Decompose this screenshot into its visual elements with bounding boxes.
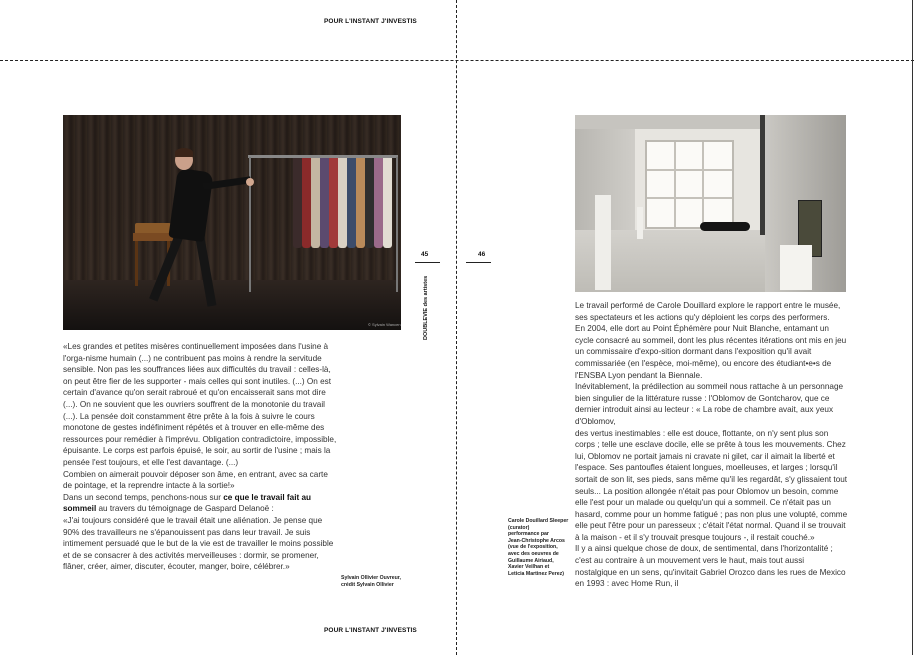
right-column-text xyxy=(575,300,848,590)
caption-line: Jean-Christophe Arcos xyxy=(508,537,565,544)
performer-hair xyxy=(175,148,193,157)
quote-weil-end: Combien on aimerait pouvoir déposer son âme, en entrant, avec sa carte de pointage, et la reprendre intacte à la sortie!» xyxy=(63,469,328,491)
page-number-right: 46 xyxy=(478,251,486,258)
rack-leg xyxy=(396,157,398,292)
garment xyxy=(347,158,356,248)
caption-line: (curator) xyxy=(508,524,530,531)
caption-line: crédit Sylvain Ollivier xyxy=(341,581,394,588)
horizontal-crop-line xyxy=(0,60,914,61)
left-photo-caption xyxy=(341,575,411,588)
paragraph: Inévitablement, la prédilection au sommeil nous rattache à un personnage bien singulier de la littérature russe : l'Oblomov de Gontcharov, que ce dernier introduit ainsi au lecteur : « La robe de chambre avait, aux yeux d'Oblomov, xyxy=(575,382,844,426)
paragraph: En 2004, elle dort au Point Éphémère pour Nuit Blanche, entamant un cycle consacré au sommeil, dont les plus récentes itérations ont mis en jeu un commissaire d'expo-sition dormant dans l'exposition qu'il avait commissariée (en l'espèce, moi-même), ou encore des étudiant•e•s de l'ENSBA Lyon pendant la Biennale. xyxy=(575,324,847,380)
stage-floor xyxy=(63,280,401,330)
paragraph: des vertus inestimables : elle est douce, flottante, on n'y sent plus son corps ; telle une esclave docile, elle se prête à tous les mouvements. Chez lui, Oblomov ne portait jamais ni cravate ni gilet, car il aimait la liberté et l'espace. Ses pantoufles étaient longues, moelleuses, et larges ; lorsqu'il sortait de son lit, ses pieds, sans même qu'il les regardât, s'y glissaient tout seuls... La position allongée n'était pas pour Oblomov un besoin, comme elle l'est pour un malade ou quelqu'un qui a sommeil. Ce n'était pas un hasard, comme pour un homme fatigué ; pas non plus une volupté, comme elle peut l'être pour un paresseux ; c'était l'état normal. Quand il se trouvait à la maison - et il s'y trouvait presque toujours -, il restait couché.» xyxy=(575,428,848,542)
quote-weil: «Les grandes et petites misères continuellement imposées dans l'usine à l'orga-nisme humain (...) ne contribuent pas moins à rendre la servitude sensible. Non pas les souffrances liées aux difficultés du travail : celles-là, on peut être fier de les supporter - mais celles qui sont inutiles. (...) On est certain d'avance qu'on serait rabroué et qu'on encaisserait sans mot dire (...). On ne souvient que les ouvriers souffrent de la monotonie du travail (...). La pensée doit constamment être prête à la fois à suivre le cours monotone de gestes indéfiniment répétés et à trouver en elle-même des ressources pour remédier à l'imprévu. Obligation contradictoire, impossible, épuisante. Le corps est parfois épuisé, le soir, au sortir de l'usine ; mais la pensée l'est toujours, et elle l'est davantage. (...) xyxy=(63,342,337,467)
garment xyxy=(374,158,383,248)
garment xyxy=(302,158,311,248)
right-photo-caption xyxy=(508,518,574,577)
window-transom xyxy=(647,169,732,171)
page-number-left: 45 xyxy=(421,251,429,258)
page-number-rule-right xyxy=(466,262,491,263)
chair-seat xyxy=(133,233,173,241)
caption-line: Carole Douillard Sleeper xyxy=(508,518,569,524)
garment xyxy=(320,158,329,248)
quote-delanoe: «J'ai toujours considéré que le travail était une aliénation. Je pense que 90% des travailleurs ne s'épanouissent pas dans leur travail. Je suis intimement persuadé que le but de la vie est de travailler le moins possible et de se consacrer à des activités merveilleuses : dormir, se promener, flâner, créer, aimer, discuter, écouter, manger, boire, célébrer.» xyxy=(63,515,334,572)
performer-hand xyxy=(246,178,254,186)
caption-line: Leticia Martinez Perez) xyxy=(508,570,564,577)
plinth xyxy=(780,245,812,290)
paragraph-text: Dans un second temps, penchons-nous sur xyxy=(63,492,224,502)
stage-performance-photo xyxy=(63,115,401,330)
paragraph: Le travail performé de Carole Douillard explore le rapport entre le musée, ses spectateurs et les actions qu'y déploient les corps des performers. xyxy=(575,301,841,322)
garment xyxy=(383,158,392,248)
caption-line: avec des oeuvres de xyxy=(508,550,559,557)
caption-line: (vue de l'exposition, xyxy=(508,544,558,551)
plinth xyxy=(637,207,643,239)
window-mullion xyxy=(674,142,676,227)
garment xyxy=(329,158,338,248)
garment xyxy=(365,158,374,248)
garment xyxy=(356,158,365,248)
garment xyxy=(293,158,302,248)
sleeping-performer xyxy=(700,222,750,231)
photo-credit-tag: © Sylvain Wancen xyxy=(368,322,401,327)
door-frame xyxy=(760,115,765,235)
garment xyxy=(338,158,347,248)
vertical-magazine-label: DOUBLEVIE des artistes xyxy=(423,275,429,340)
paragraph-delanoe xyxy=(63,492,337,515)
right-page-border xyxy=(912,0,913,655)
caption-line: Xavier Veilhan et xyxy=(508,564,550,571)
running-footer: POUR L'INSTANT J'INVESTIS xyxy=(324,627,417,634)
paragraph: Il y a ainsi quelque chose de doux, de sentimental, dans l'horizontalité ; c'est au contraire à un mouvement vers le haut, mais tout aussi nostalgique en un sens, qu'invitait Gabriel Orozco dans les rues de Mexico en 1993 : avec Home Run, il xyxy=(575,544,846,589)
vertical-crop-line xyxy=(456,0,457,655)
caption-line: Sylvain Ollivier Ouvreur, xyxy=(341,575,401,581)
emphasis: ce que le travail fait au sommeil xyxy=(63,492,312,514)
plinth xyxy=(595,195,611,290)
window xyxy=(645,140,734,229)
paragraph-text: au travers du témoignage de Gaspard Delanoë : xyxy=(96,504,274,514)
page-number-rule-left xyxy=(415,262,440,263)
chair-leg xyxy=(135,241,138,286)
caption-line: Guillaume Airiaud, xyxy=(508,557,554,564)
left-column-text xyxy=(63,341,337,573)
window-mullion xyxy=(702,142,704,227)
garment xyxy=(311,158,320,248)
gallery-installation-photo xyxy=(575,115,846,292)
running-header: POUR L'INSTANT J'INVESTIS xyxy=(324,18,417,25)
window-transom xyxy=(647,197,732,199)
caption-line: performance par xyxy=(508,531,549,538)
